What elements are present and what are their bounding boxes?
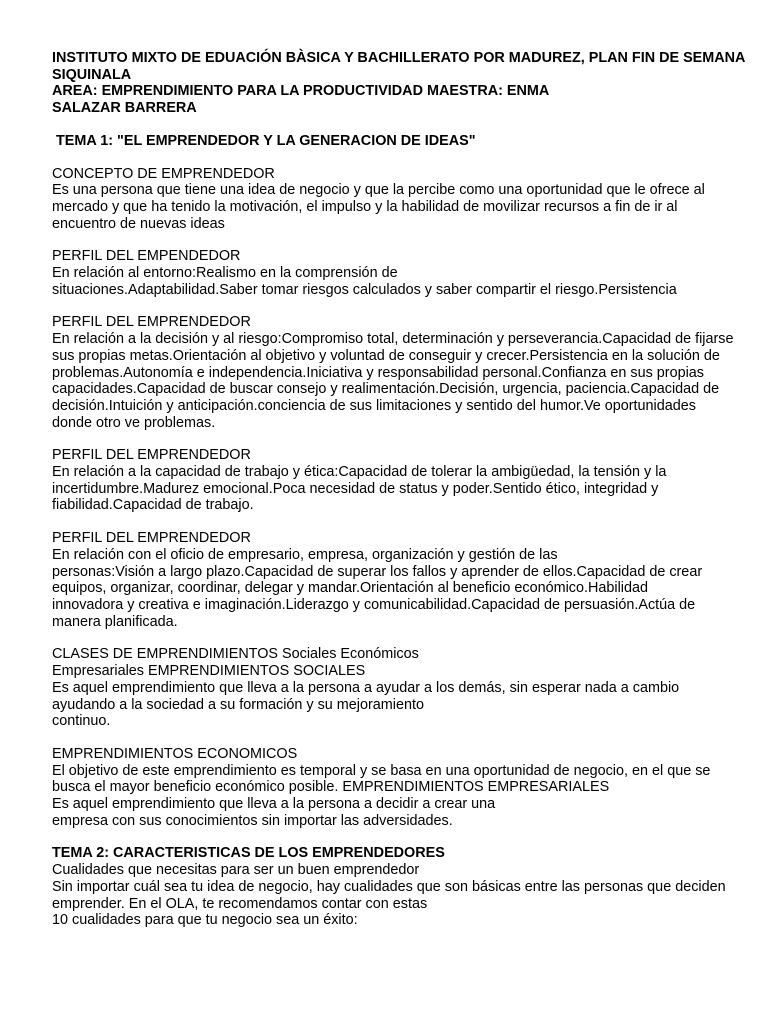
section-economicos <box>52 746 742 830</box>
paragraph-line: En relación a la decisión y al riesgo:Compromiso total, determinación y perseverancia.Capacidad de fijarse <box>52 331 734 348</box>
paragraph-line: emprender. En el OLA, te recomendamos contar con estas <box>52 895 428 912</box>
paragraph-line: Cualidades que necesitas para ser un buen emprendedor <box>52 862 420 879</box>
header-line: INSTITUTO MIXTO DE EDUACIÓN BÀSICA Y BACHILLERATO POR MADUREZ, PLAN FIN DE SEMANA <box>52 50 746 66</box>
section-perfil-entorno <box>52 248 742 298</box>
paragraph-line: En relación al entorno:Realismo en la comprensión de <box>52 265 398 282</box>
section-concepto <box>52 166 742 233</box>
paragraph-line: En relación con el oficio de empresario, empresa, organización y gestión de las <box>52 546 558 563</box>
section-heading: PERFIL DEL EMPRENDEDOR <box>52 447 251 464</box>
document-header <box>52 50 746 117</box>
section-heading: PERFIL DEL EMPENDEDOR <box>52 248 241 265</box>
paragraph-line: Es una persona que tiene una idea de negocio y que la percibe como una oportunidad que le ofrece al <box>52 182 705 199</box>
header-line: AREA: EMPRENDIMIENTO PARA LA PRODUCTIVIDAD MAESTRA: ENMA <box>52 83 550 100</box>
paragraph-line: sus propias metas.Orientación al objetivo y voluntad de conseguir y crecer.Persistencia en la solución de <box>52 347 720 364</box>
paragraph-line: Empresariales EMPRENDIMIENTOS SOCIALES <box>52 663 366 680</box>
section-perfil-empresario <box>52 530 742 630</box>
section-perfil-trabajo <box>52 447 742 514</box>
paragraph-line: El objetivo de este emprendimiento es temporal y se basa en una oportunidad de negocio, en el que se <box>52 762 711 779</box>
paragraph-line: capacidades.Capacidad de buscar consejo y realimentación.Decisión, urgencia, paciencia.Capacidad de <box>52 381 720 398</box>
tema2-title: TEMA 2: CARACTERISTICAS DE LOS EMPRENDEDORES <box>52 845 445 862</box>
section-heading: EMPRENDIMIENTOS ECONOMICOS <box>52 745 298 762</box>
paragraph-line: empresa con sus conocimientos sin importar las adversidades. <box>52 812 453 829</box>
paragraph-line: Es aquel emprendimiento que lleva a la persona a ayudar a los demás, sin esperar nada a cambio <box>52 679 680 696</box>
section-heading: PERFIL DEL EMPRENDEDOR <box>52 530 251 547</box>
tema1-title: TEMA 1: "EL EMPRENDEDOR Y LA GENERACION DE IDEAS" <box>52 132 476 149</box>
section-perfil-decision <box>52 314 742 431</box>
paragraph-line: CLASES DE EMPRENDIMIENTOS Sociales Económicos <box>52 646 419 663</box>
paragraph-line: En relación a la capacidad de trabajo y ética:Capacidad de tolerar la ambigüedad, la tensión y la <box>52 464 667 481</box>
paragraph-line: donde otro ve problemas. <box>52 414 216 431</box>
paragraph-line: ayudando a la sociedad a su formación y su mejoramiento <box>52 696 424 713</box>
paragraph-line: encuentro de nuevas ideas <box>52 215 225 232</box>
paragraph-line: incertidumbre.Madurez emocional.Poca necesidad de status y poder.Sentido ético, integridad y <box>52 480 659 497</box>
paragraph-line: fiabilidad.Capacidad de trabajo. <box>52 497 254 514</box>
paragraph-line: situaciones.Adaptabilidad.Saber tomar riesgos calculados y saber compartir el riesgo.Persistencia <box>52 281 677 298</box>
section-clases <box>52 646 742 730</box>
paragraph-line: busca el mayor beneficio económico posible. EMPRENDIMIENTOS EMPRESARIALES <box>52 779 610 796</box>
paragraph-line: decisión.Intuición y anticipación.conciencia de sus limitaciones y sentido del humor.Ve oportunidades <box>52 397 696 414</box>
paragraph-line: problemas.Autonomía e independencia.Iniciativa y responsabilidad personal.Confianza en sus propias <box>52 364 704 381</box>
paragraph-line: Es aquel emprendimiento que lleva a la persona a decidir a crear una <box>52 796 496 813</box>
document-page <box>52 50 746 929</box>
section-tema2 <box>52 845 742 929</box>
header-line: SALAZAR BARRERA <box>52 100 197 117</box>
paragraph-line: equipos, organizar, coordinar, delegar y mandar.Orientación al beneficio económico.Habilidad <box>52 580 648 597</box>
paragraph-line: innovadora y creativa e imaginación.Liderazgo y comunicabilidad.Capacidad de persuasión.Actúa de <box>52 596 696 613</box>
paragraph-line: personas:Visión a largo plazo.Capacidad de superar los fallos y aprender de ellos.Capacidad de crear <box>52 563 703 580</box>
paragraph-line: manera planificada. <box>52 613 178 630</box>
section-heading: PERFIL DEL EMPRENDEDOR <box>52 314 251 331</box>
paragraph-line: continuo. <box>52 713 111 730</box>
header-line: SIQUINALA <box>52 66 132 83</box>
paragraph-line: mercado y que ha tenido la motivación, el impulso y la habilidad de movilizar recursos a fin de ir al <box>52 198 678 215</box>
section-heading: CONCEPTO DE EMPRENDEDOR <box>52 165 275 182</box>
paragraph-line: 10 cualidades para que tu negocio sea un éxito: <box>52 912 358 929</box>
paragraph-line: Sin importar cuál sea tu idea de negocio, hay cualidades que son básicas entre las personas que deciden <box>52 878 726 895</box>
